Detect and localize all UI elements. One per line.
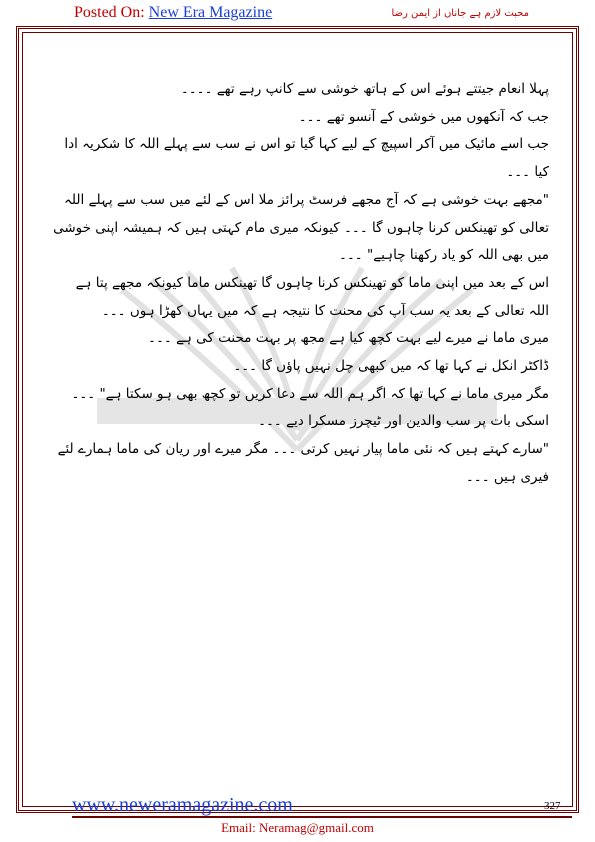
paragraph: میری ماما نے میرے لیے بہت کچھ کیا ہے مجھ پر بہت محنت کی ہے ۔۔۔: [148, 330, 549, 347]
paragraph: جب اسے مائیک میں آکر اسپیچ کے لیے کہا گیا تو اس نے سب سے پہلے اللہ کا شکریہ ادا کیا ۔۔۔: [64, 136, 549, 181]
paragraph: ڈاکٹر انکل نے کہا تھا کہ میں کبھی چل نہیں پاؤں گا ۔۔۔: [233, 358, 549, 375]
article-body: [52, 76, 549, 492]
posted-prefix: Posted On:: [74, 4, 149, 21]
paragraph: جب کہ آنکھوں میں خوشی کے آنسو تھے ۔۔۔: [298, 108, 549, 125]
paragraph: اسکی بات پر سب والدین اور ٹیچرز مسکرا دیے ۔۔۔: [258, 413, 549, 430]
paragraph: پہلا انعام جیتتے ہوئے اس کے ہاتھ خوشی سے کانپ رہے تھے ۔۔۔۔: [180, 81, 549, 97]
page-header: [74, 4, 529, 24]
paragraph: "مجھے بہت خوشی ہے کہ آج مجھے فرسٹ پرائز ملا اس کے لئے میں سب سے پہلے اللہ تعالی کو تھینکس کرنا چاہوں گا ۔۔۔ کیونکہ میری مام کہتی ہیں کہ ہمیشہ اپنی خوشی میں بھی اللہ کو یاد رکھنا چاہیے" ۔۔۔: [53, 191, 549, 264]
story-title: محبت لازم ہے جاناں از ایمن رضا: [391, 8, 529, 19]
website-url[interactable]: www.neweramagazine.com: [72, 794, 293, 816]
paragraph: اس کے بعد میں اپنی ماما کو تھینکس کرنا چاہوں گا تھینکس ماما کیونکہ مجھے پتا ہے اللہ تعالی کے بعد یہ سب آپ کی محنت کا نتیجہ ہے کہ میں یہاں کھڑا ہوں ۔۔۔: [75, 274, 549, 319]
paragraph: "سارے کہتے ہیں کہ نئی ماما پیار نہیں کرتی ۔۔۔ مگر میرے اور ریان کی ماما ہمارے لئے فیری ہیں ۔۔۔: [57, 441, 549, 485]
paragraph: مگر میری ماما نے کہا تھا کہ اگر ہم اللہ سے دعا کریں تو کچھ بھی ہو سکتا ہے" ۔۔۔: [71, 385, 549, 402]
page-number: 327: [544, 800, 561, 812]
contact-email: Email: Neramag@gmail.com: [221, 820, 374, 835]
posted-on-label: [74, 4, 272, 22]
magazine-link[interactable]: New Era Magazine: [148, 4, 273, 21]
footer-divider: [72, 816, 572, 818]
